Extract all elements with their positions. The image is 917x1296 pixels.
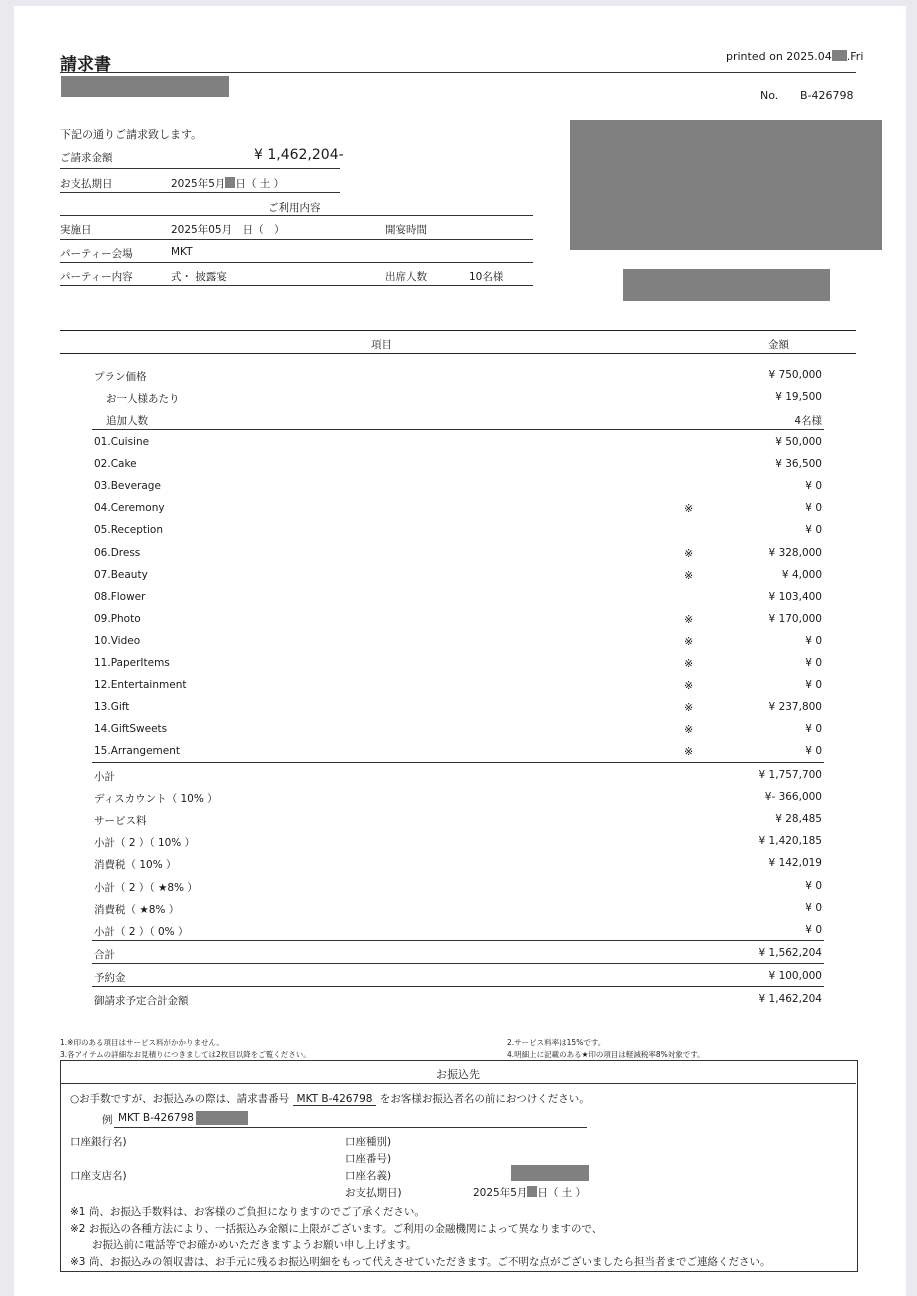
note-2: 2.サービス料率は15%です。 bbox=[507, 1038, 606, 1047]
example-value: MKT B-426798 bbox=[118, 1112, 194, 1124]
usage-header: ご利用内容 bbox=[268, 202, 321, 214]
transfer-header: お振込先 bbox=[436, 1068, 480, 1081]
item-row-mark: ※ bbox=[684, 502, 694, 516]
item-row-mark: ※ bbox=[684, 701, 694, 715]
invoice-no-label: No. bbox=[760, 89, 779, 102]
total-label: 合計 bbox=[94, 949, 115, 961]
deposit-value: ¥ 100,000 bbox=[768, 970, 822, 982]
subtotal-row-label: サービス料 bbox=[94, 815, 147, 828]
item-row-value: ¥ 237,800 bbox=[768, 701, 822, 714]
redacted-due-day bbox=[225, 177, 235, 188]
plan-row-label: プラン価格 bbox=[94, 371, 147, 383]
venue-value: MKT bbox=[171, 246, 193, 258]
item-row-label: 13.Gift bbox=[94, 701, 130, 714]
subtotal-row-value: ¥ 0 bbox=[805, 901, 822, 914]
transfer-instruction bbox=[70, 1091, 590, 1106]
table-header-rule bbox=[60, 353, 856, 354]
due-value bbox=[171, 176, 284, 191]
item-row-value: ¥ 50,000 bbox=[775, 436, 822, 448]
due-value-a: 2025年5月 bbox=[171, 178, 226, 190]
item-row-label: 11.PaperItems bbox=[94, 657, 170, 669]
plan-row-value: ¥ 19,500 bbox=[775, 391, 822, 403]
guests-label: 出席人数 bbox=[385, 271, 427, 283]
rule bbox=[60, 168, 340, 169]
instr-b: をお客様お振込者名の前におつけください。 bbox=[379, 1093, 590, 1105]
item-row-value: ¥ 0 bbox=[805, 745, 822, 758]
bank-name-label: 口座銀行名) bbox=[70, 1136, 127, 1148]
rule bbox=[60, 215, 533, 216]
instr-code: MKT B-426798 bbox=[293, 1093, 377, 1106]
subtotal-row-label: 小計（ 2 ）（ 0% ） bbox=[94, 925, 189, 938]
item-row-mark: ※ bbox=[684, 745, 694, 759]
deposit-label: 予約金 bbox=[94, 972, 126, 984]
note-3: 3.各アイテムの詳細なお見積りにつきましては2枚目以降をご覧ください。 bbox=[60, 1050, 311, 1059]
subtotal-row-value: ¥ 0 bbox=[805, 923, 822, 936]
rule bbox=[60, 1083, 856, 1084]
subtotal-row-label: 消費税（ 10% ） bbox=[94, 859, 177, 872]
item-row-mark: ※ bbox=[684, 612, 694, 626]
transfer-due-a: 2025年5月 bbox=[473, 1187, 528, 1199]
content-value: 式・ 披露宴 bbox=[171, 271, 227, 283]
plan-row-value: ¥ 750,000 bbox=[768, 369, 822, 381]
item-row-label: 15.Arrangement bbox=[94, 745, 181, 758]
item-row-label: 05.Reception bbox=[94, 524, 163, 537]
subtotal-row-value: ¥ 1,757,700 bbox=[758, 769, 822, 781]
item-row-label: 04.Ceremony bbox=[94, 502, 165, 515]
redacted-customer-name bbox=[61, 76, 229, 97]
col-item-header: 項目 bbox=[371, 339, 392, 351]
item-row-mark: ※ bbox=[684, 657, 694, 670]
venue-label: パーティー会場 bbox=[60, 248, 133, 260]
doc-title: 請求書 bbox=[60, 55, 111, 75]
item-row-value: ¥ 328,000 bbox=[768, 546, 822, 559]
item-row-value: ¥ 0 bbox=[805, 723, 822, 736]
transfer-due-label: お支払期日) bbox=[345, 1187, 402, 1199]
invoice-no-value: B-426798 bbox=[800, 89, 854, 102]
account-type-label: 口座種別) bbox=[345, 1136, 392, 1148]
subtotal-row-label: 小計（ 2 ）（ 10% ） bbox=[94, 837, 196, 850]
item-row-label: 02.Cake bbox=[94, 458, 137, 471]
due-label: お支払期日 bbox=[60, 178, 113, 190]
item-row-label: 14.GiftSweets bbox=[94, 723, 168, 736]
rule bbox=[60, 262, 533, 263]
item-row-label: 09.Photo bbox=[94, 612, 141, 625]
redacted-transfer-day bbox=[527, 1186, 537, 1197]
subtotal-row-value: ¥ 1,420,185 bbox=[758, 835, 822, 848]
due-value-b: 日（ 土 ） bbox=[235, 178, 285, 190]
amount-value: ¥ 1,462,204- bbox=[254, 147, 344, 163]
subtotal-row-value: ¥ 0 bbox=[805, 879, 822, 892]
item-row-mark: ※ bbox=[684, 723, 694, 737]
plan-row-label: 追加人数 bbox=[106, 415, 148, 427]
printed-on bbox=[726, 50, 863, 63]
table-top-rule bbox=[60, 330, 856, 331]
item-row-value: ¥ 0 bbox=[805, 679, 822, 692]
transfer-note-2b: お振込前に電話等でお確かめいただきますようお願い申し上げます。 bbox=[92, 1239, 417, 1251]
rule bbox=[114, 1127, 587, 1128]
rule bbox=[92, 986, 824, 987]
account-holder-label: 口座名義) bbox=[345, 1170, 392, 1182]
final-label: 御請求予定合計金額 bbox=[94, 995, 189, 1007]
instr-a: ○お手数ですが、お振込みの際は、請求書番号 bbox=[70, 1093, 290, 1105]
date-label: 実施日 bbox=[60, 224, 92, 236]
transfer-note-2: ※2 お振込の各種方法により、一括振込み金額に上限がございます。ご利用の金融機関によって異なりますので、 bbox=[70, 1223, 603, 1235]
subtotal-row-label: ディスカウント（ 10% ） bbox=[94, 793, 218, 806]
header-rule bbox=[60, 72, 856, 73]
item-row-value: ¥ 0 bbox=[805, 634, 822, 647]
item-row-label: 08.Flower bbox=[94, 590, 146, 603]
subtotal-row-value: ¥- 366,000 bbox=[764, 791, 822, 804]
note-4: 4.明細上に記載のある★印の項目は軽減税率8%対象です。 bbox=[507, 1050, 705, 1059]
item-row-value: ¥ 36,500 bbox=[775, 458, 822, 471]
final-value: ¥ 1,462,204 bbox=[758, 993, 822, 1005]
item-row-value: ¥ 103,400 bbox=[768, 590, 822, 603]
transfer-due-b: 日（ 土 ） bbox=[537, 1187, 587, 1199]
item-row-mark: ※ bbox=[684, 546, 694, 560]
account-no-label: 口座番号) bbox=[345, 1153, 392, 1165]
redacted-day bbox=[832, 50, 847, 61]
rule bbox=[60, 285, 533, 286]
item-row-label: 10.Video bbox=[94, 634, 141, 647]
rule bbox=[60, 239, 533, 240]
redacted-account-holder bbox=[511, 1165, 589, 1181]
intro-text: 下記の通りご請求致します。 bbox=[60, 128, 203, 141]
invoice-sheet bbox=[14, 6, 906, 1296]
subtotal-row-label: 消費税（ ★8% ） bbox=[94, 903, 180, 916]
item-row-label: 01.Cuisine bbox=[94, 436, 150, 448]
rule bbox=[92, 762, 824, 763]
item-row-value: ¥ 0 bbox=[805, 657, 822, 669]
branch-name-label: 口座支店名) bbox=[70, 1170, 127, 1182]
item-row-value: ¥ 4,000 bbox=[781, 568, 822, 581]
item-row-mark: ※ bbox=[684, 568, 694, 582]
item-row-label: 06.Dress bbox=[94, 546, 141, 559]
note-1: 1.※印のある項目はサービス料がかかりません。 bbox=[60, 1038, 224, 1047]
item-row-mark: ※ bbox=[684, 634, 694, 648]
subtotal-row-value: ¥ 28,485 bbox=[775, 813, 822, 826]
plan-row-label: お一人様あたり bbox=[106, 393, 180, 405]
printed-on-weekday: .Fri bbox=[846, 50, 864, 63]
subtotal-row-label: 小計 bbox=[94, 771, 115, 783]
item-row-value: ¥ 0 bbox=[805, 480, 822, 493]
guests-value: 10名様 bbox=[469, 271, 504, 283]
rule bbox=[60, 192, 340, 193]
item-row-value: ¥ 0 bbox=[805, 524, 822, 537]
redacted-example-name bbox=[196, 1111, 248, 1125]
item-row-label: 03.Beverage bbox=[94, 480, 161, 493]
subtotal-row-value: ¥ 142,019 bbox=[768, 857, 822, 870]
transfer-note-3: ※3 尚、お振込みの領収書は、お手元に残るお振込明細をもって代えさせていただきます。ご不明な点がございましたら担当者までご連絡ください。 bbox=[70, 1256, 771, 1268]
redacted-company-block bbox=[570, 120, 882, 250]
content-label: パーティー内容 bbox=[60, 271, 133, 283]
col-amount-header: 金額 bbox=[768, 339, 789, 351]
redacted-stamp-block bbox=[623, 269, 830, 301]
date-value: 2025年05月 日（ ） bbox=[171, 224, 285, 236]
plan-row-value: 4名様 bbox=[794, 415, 822, 427]
subtotal-row-label: 小計（ 2 ）（ ★8% ） bbox=[94, 881, 198, 894]
amount-label: ご請求金額 bbox=[60, 152, 113, 164]
example-label: 例 bbox=[102, 1114, 113, 1126]
transfer-due-value bbox=[473, 1185, 586, 1200]
total-value: ¥ 1,562,204 bbox=[758, 947, 822, 959]
item-row-value: ¥ 170,000 bbox=[768, 612, 822, 625]
printed-on-date: printed on 2025.04 bbox=[726, 50, 832, 63]
rule bbox=[92, 963, 824, 964]
transfer-note-1: ※1 尚、お振込手数料は、お客様のご負担になりますのでご了承ください。 bbox=[70, 1206, 425, 1218]
item-row-value: ¥ 0 bbox=[805, 502, 822, 515]
item-row-label: 07.Beauty bbox=[94, 568, 148, 581]
rule bbox=[92, 429, 824, 430]
rule bbox=[92, 940, 824, 941]
item-row-label: 12.Entertainment bbox=[94, 679, 187, 692]
open-time-label: 開宴時間 bbox=[385, 224, 427, 236]
item-row-mark: ※ bbox=[684, 679, 694, 693]
